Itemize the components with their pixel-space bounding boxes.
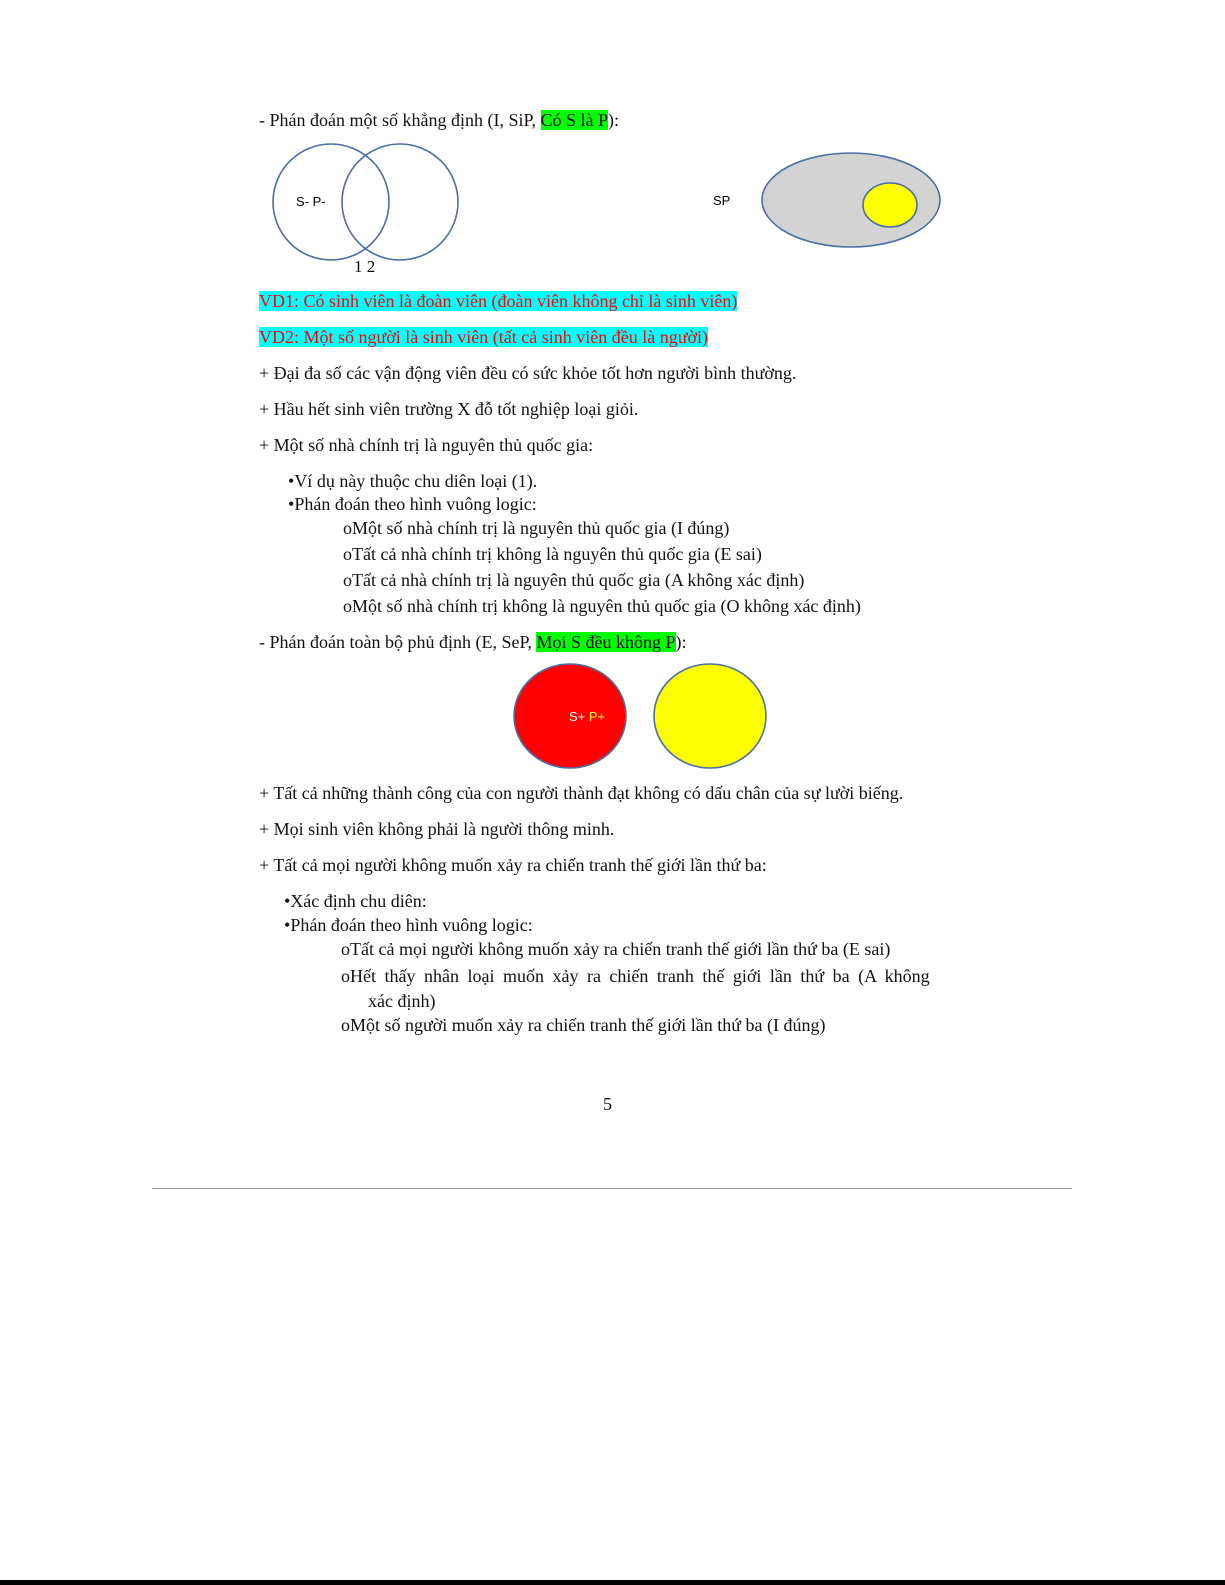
venn-circle-p xyxy=(342,144,458,260)
label-p: P+ xyxy=(588,709,606,724)
venn-numbers: 1 2 xyxy=(354,257,376,276)
list-item: + Đại đa số các vận động viên đều có sức khỏe tốt hơn người bình thường. xyxy=(259,363,797,383)
list-item: + Tất cả mọi người không muốn xảy ra chiến tranh thế giới lần thứ ba: xyxy=(259,855,767,875)
diagram-particular-affirmative xyxy=(0,0,1225,290)
page-separator xyxy=(152,1188,1072,1189)
circle-p-yellow xyxy=(654,664,766,768)
example-2: VD2: Một số người là sinh viên (tất cả sinh viên đều là người) xyxy=(259,327,708,347)
label-s: S+ xyxy=(569,709,589,724)
sub-glyph: o xyxy=(343,518,352,538)
bullet-glyph: • xyxy=(288,494,295,514)
page-number: 5 xyxy=(603,1094,612,1114)
sub-glyph: o xyxy=(341,939,350,959)
list-item: + Mọi sinh viên không phải là người thông minh. xyxy=(259,819,615,839)
heading-text-end: ): xyxy=(675,632,687,652)
sub-glyph: o xyxy=(341,1015,350,1035)
heading-text: - Phán đoán toàn bộ phủ định (E, SeP, xyxy=(259,632,537,652)
sub-glyph: o xyxy=(341,966,350,986)
section-heading-universal-negative xyxy=(259,631,687,653)
list-item: + Tất cả những thành công của con người thành đạt không có dấu chân của sự lười biếng. xyxy=(259,783,904,803)
sub-glyph: o xyxy=(343,570,352,590)
list-item: + Hầu hết sinh viên trường X đỗ tốt nghiệp loại giỏi. xyxy=(259,399,639,419)
list-item: + Một số nhà chính trị là nguyên thủ quốc gia: xyxy=(259,435,594,455)
heading-text-end: ): xyxy=(608,110,620,130)
bottom-edge xyxy=(0,1580,1225,1585)
ellipse-label: SP xyxy=(713,193,731,208)
heading-text: - Phán đoán một số khẳng định (I, SiP, xyxy=(259,110,541,130)
sub-item: oHết thấy nhân loại muốn xảy ra chiến tranh thế giới lần thứ ba (A không xyxy=(341,966,930,986)
sub-glyph: o xyxy=(343,544,352,564)
bullet-glyph: • xyxy=(284,915,291,935)
sub-item: oMột số người muốn xảy ra chiến tranh thế giới lần thứ ba (I đúng) xyxy=(341,1015,826,1035)
sub-item: oTất cả mọi người không muốn xảy ra chiến tranh thế giới lần thứ ba (E sai) xyxy=(341,939,891,959)
diagram2-label xyxy=(569,709,605,724)
bullet-item: •Ví dụ này thuộc chu diên loại (1). xyxy=(288,471,538,491)
sub-item: oMột số nhà chính trị là nguyên thủ quốc gia (I đúng) xyxy=(343,518,730,538)
bullet-glyph: • xyxy=(288,471,295,491)
heading-highlight: Mọi S đều không P xyxy=(536,632,676,652)
ellipse-inner xyxy=(863,183,917,227)
sub-glyph: o xyxy=(343,596,352,616)
bullet-item: •Phán đoán theo hình vuông logic: xyxy=(284,915,533,935)
bullet-item: •Xác định chu diên: xyxy=(284,891,427,911)
bullet-item: •Phán đoán theo hình vuông logic: xyxy=(288,494,537,514)
sub-item: oTất cả nhà chính trị là nguyên thủ quốc gia (A không xác định) xyxy=(343,570,805,590)
bullet-glyph: • xyxy=(284,891,291,911)
sub-item: oMột số nhà chính trị không là nguyên thủ quốc gia (O không xác định) xyxy=(343,596,861,616)
venn-circle-s xyxy=(273,144,389,260)
sub-item: oTất cả nhà chính trị không là nguyên thủ quốc gia (E sai) xyxy=(343,544,762,564)
sub-item-continuation: xác định) xyxy=(368,991,436,1011)
venn-label: S- P- xyxy=(296,194,326,209)
heading-highlight: Có S là P xyxy=(540,110,609,130)
diagram-universal-negative xyxy=(0,660,1225,780)
example-1: VD1: Có sinh viên là đoàn viên (đoàn viên không chỉ là sinh viên) xyxy=(259,291,738,311)
